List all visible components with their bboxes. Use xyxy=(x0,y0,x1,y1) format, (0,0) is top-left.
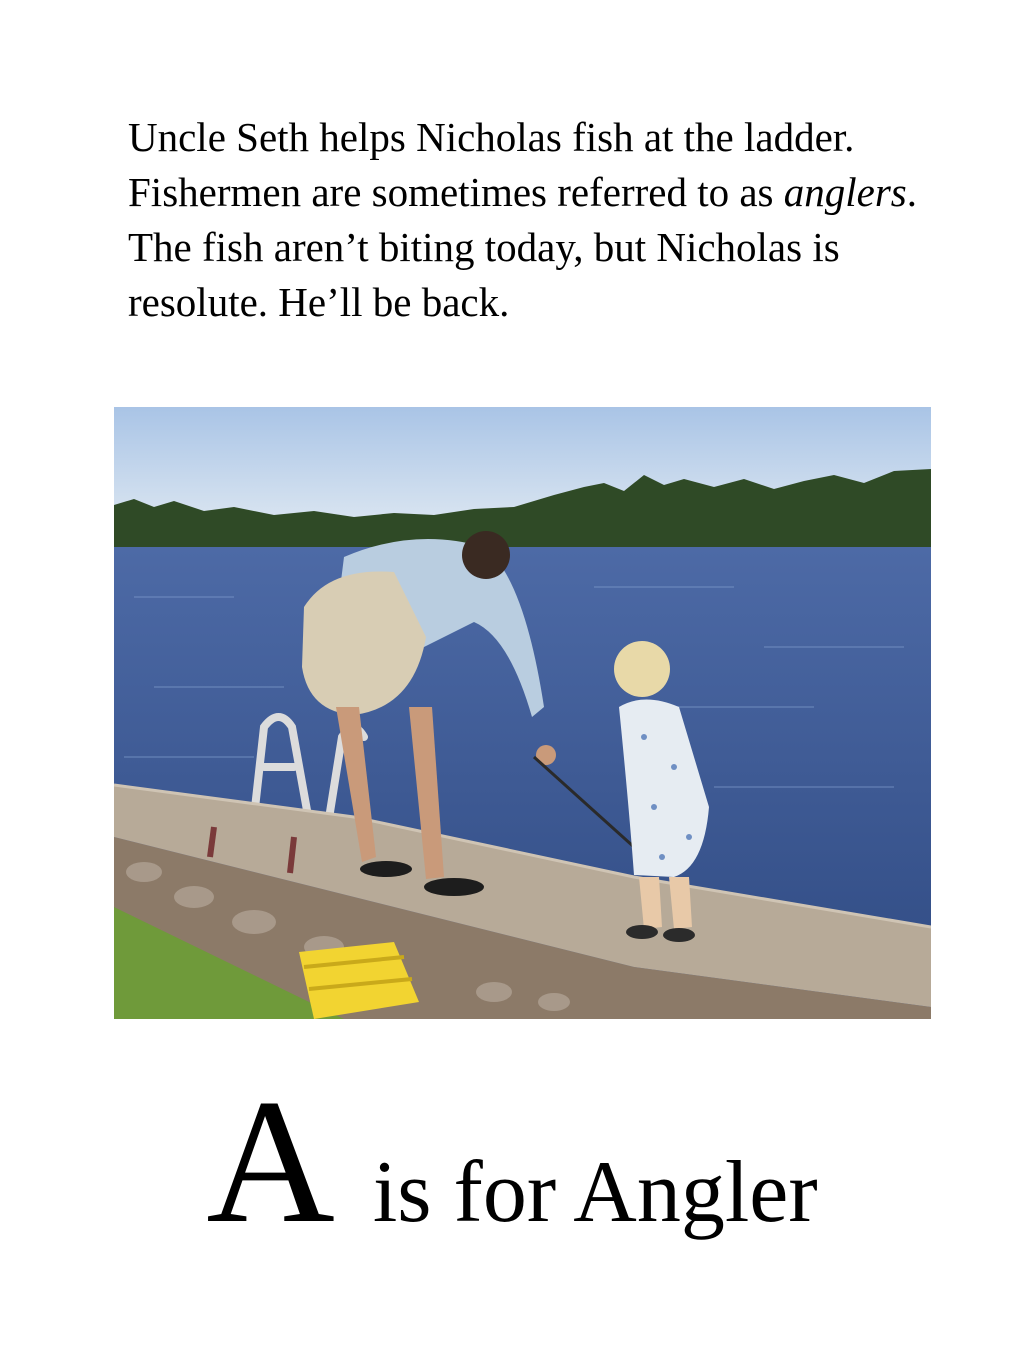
caption-text-start: Uncle Seth helps Nicholas fish at the ladder. Fishermen are sometimes referred to as xyxy=(128,114,855,215)
headline-letter: A xyxy=(206,1062,335,1260)
fishing-photo xyxy=(114,407,931,1019)
caption-text-end: . The fish aren’t biting today, but Nicholas is resolute. He’ll be back. xyxy=(128,169,918,325)
headline-text: is for Angler xyxy=(372,1144,818,1241)
caption-paragraph xyxy=(128,110,928,330)
alphabet-headline xyxy=(0,1062,1024,1260)
fishing-scene-illustration xyxy=(114,407,931,1019)
caption-emphasis: anglers xyxy=(783,169,907,215)
